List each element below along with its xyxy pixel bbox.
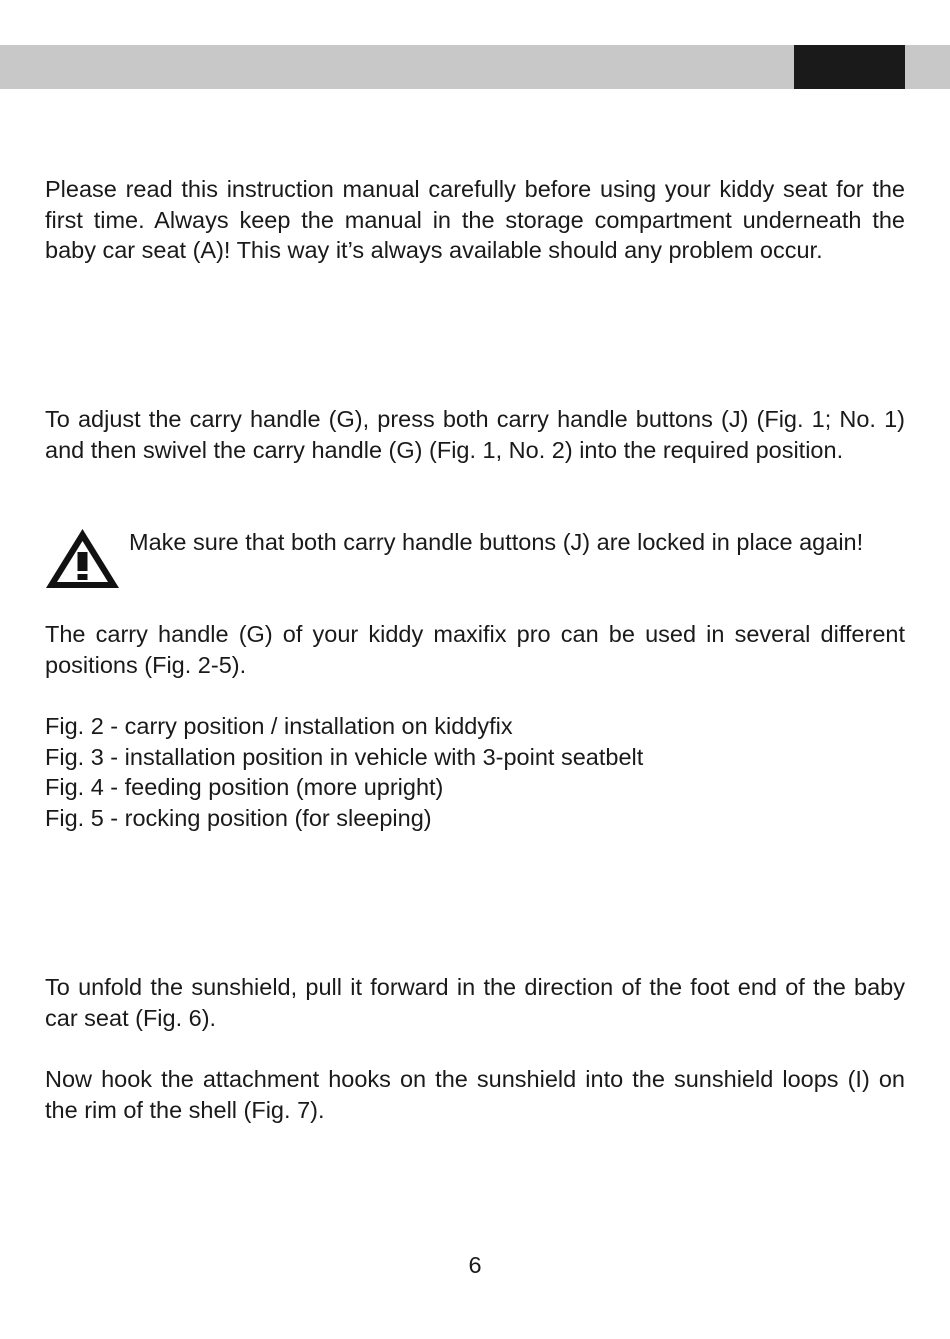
- sunshield-unfold-paragraph: To unfold the sunshield, pull it forward in the direction of the foot end of the baby car seat (Fig. 6).: [45, 974, 905, 1031]
- intro-paragraph: Please read this instruction manual carefully before using your kiddy seat for the first time. Always keep the manual in the storage compartment underneath the baby car seat (A)! This way it’s always available should any problem occur.: [45, 176, 905, 264]
- handle-positions-paragraph: The carry handle (G) of your kiddy maxifix pro can be used in several different positions (Fig. 2-5).: [45, 621, 905, 678]
- warning-triangle-icon: [44, 527, 121, 590]
- header-tab: [794, 45, 905, 89]
- warning-text: Make sure that both carry handle buttons (J) are locked in place again!: [129, 529, 864, 555]
- carry-handle-adjust-paragraph: To adjust the carry handle (G), press both carry handle buttons (J) (Fig. 1; No. 1) and then swivel the carry handle (G) (Fig. 1, No. 2) into the required position.: [45, 406, 905, 463]
- figure-list-item: Fig. 5 - rocking position (for sleeping): [45, 805, 432, 832]
- page-number: 6: [468, 1252, 482, 1278]
- figure-list-item: Fig. 2 - carry position / installation on kiddyfix: [45, 713, 513, 739]
- figure-list: [45, 711, 905, 834]
- sunshield-hook-paragraph: Now hook the attachment hooks on the sunshield into the sunshield loops (I) on the rim of the shell (Fig. 7).: [45, 1066, 905, 1123]
- figure-list-item: Fig. 3 - installation position in vehicle with 3-point seatbelt: [45, 743, 644, 770]
- figure-list-item: Fig. 4 - feeding position (more upright): [45, 774, 444, 801]
